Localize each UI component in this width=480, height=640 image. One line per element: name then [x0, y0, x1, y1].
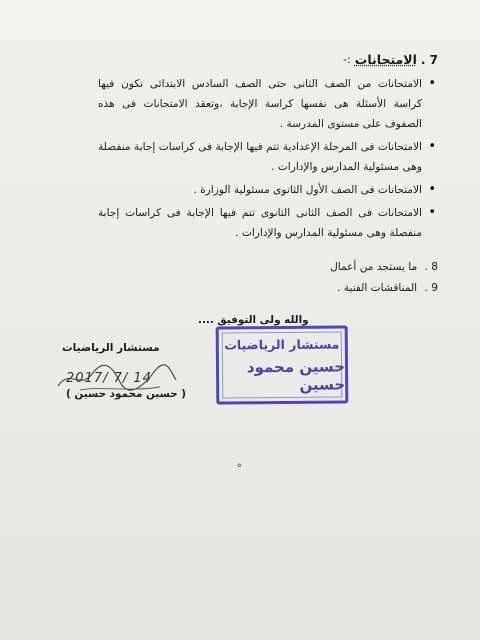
list-item: • الامتحانات فى الصف الثانى الثانوى تتم فيها الإجابة فى كراسات إجابة منفصلة وهى مسئولية المدارس والإدارات .: [98, 203, 438, 243]
list-item: • الامتحانات فى الصف الأول الثانوى مسئولية الوزارة .: [98, 180, 438, 200]
section-heading: [343, 52, 438, 67]
stamp-title: مستشار الرياضيات: [224, 335, 340, 353]
item-number: 8 .: [424, 261, 438, 273]
section-title: الامتحانات: [354, 52, 417, 67]
numbered-item: [98, 278, 438, 299]
official-stamp: [216, 325, 349, 404]
numbered-items: [98, 257, 438, 299]
signature-date: 2017/ 7/ 14: [66, 371, 152, 386]
numbered-item: [98, 257, 438, 278]
signature-title: مستشار الرياضيات: [62, 342, 160, 354]
item-text: ما يستجد من أعمال: [330, 261, 418, 273]
item-number: 9 .: [424, 282, 438, 294]
exam-bullet-list: [98, 74, 438, 246]
list-item: • الامتحانات فى المرحلة الإعدادية تتم فيها الإجابة فى كراسات إجابة منفصلة وهى مسئولية المدارس والإدارات .: [98, 137, 438, 177]
signature-name: ( حسين محمود حسين ): [66, 388, 187, 400]
item-text: المناقشات الفنية .: [336, 282, 418, 294]
stamp-name: حسين محمود حسين: [246, 356, 346, 394]
list-item: • الامتحانات من الصف الثانى حتى الصف السادس الابتدائى تكون فيها كراسة الأسئلة هى نفسها كراسة الإجابة ،وتعقد الامتحانات فى هذه الصفوف على مستوى المدرسة .: [98, 74, 438, 134]
closing-line: والله ولى التوفيق ....: [198, 314, 309, 326]
section-number: 7 .: [420, 52, 438, 67]
page-marker: ه: [237, 460, 242, 470]
section-dash: :-: [343, 53, 351, 66]
